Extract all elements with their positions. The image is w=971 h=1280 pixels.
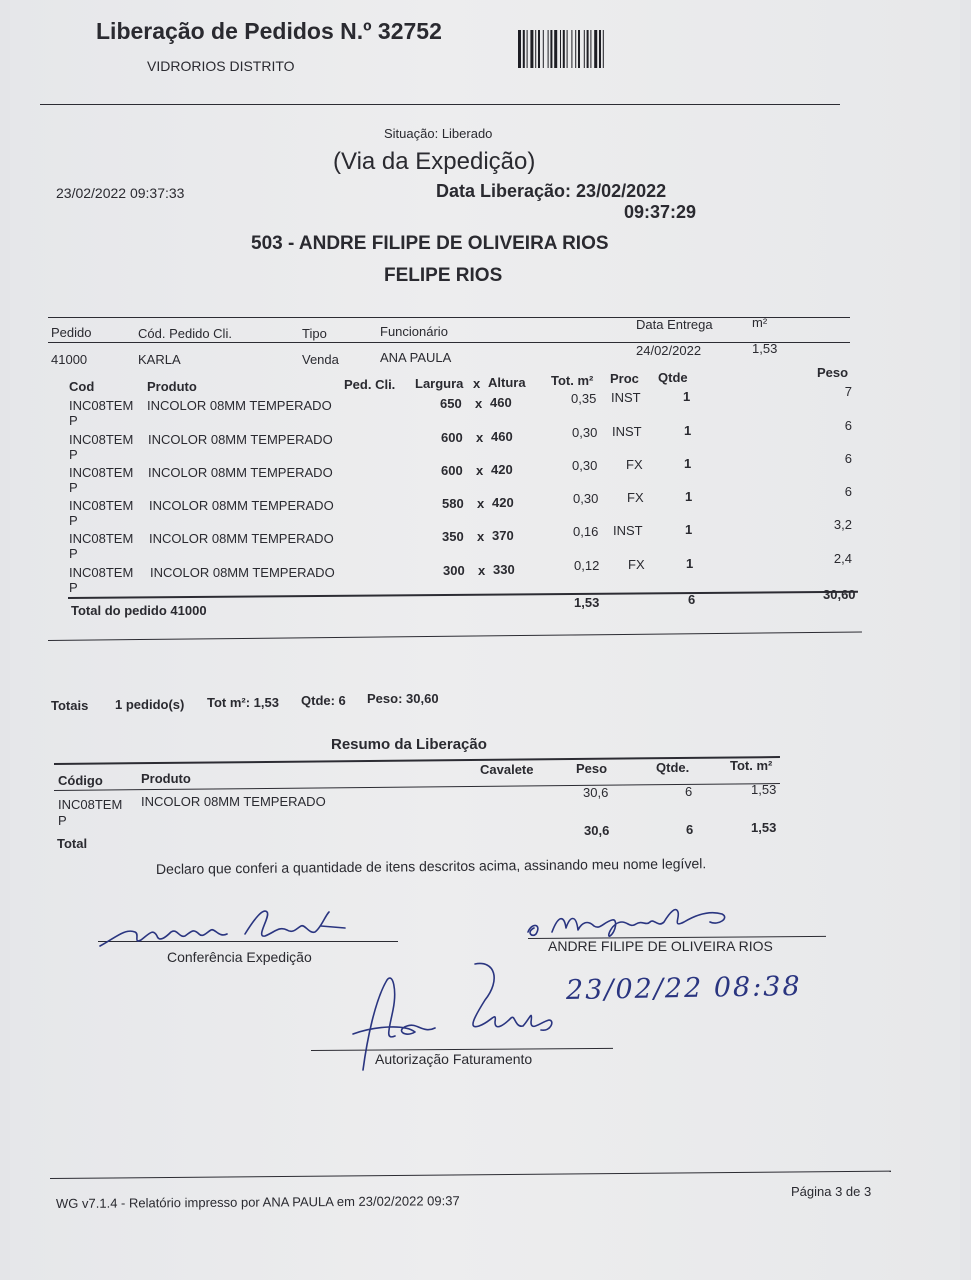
item-row-cod2: P (69, 513, 78, 528)
items-total-m2: 1,53 (574, 595, 600, 610)
item-row-cod2: P (69, 546, 78, 561)
col-header-tipo: Tipo (302, 326, 327, 341)
header-divider (40, 104, 840, 105)
item-row-proc: INST (612, 424, 642, 439)
col-header-funcionario: Funcionário (380, 324, 448, 339)
items-header-qtde: Qtde (658, 370, 688, 385)
cliente-label: ANDRE FILIPE DE OLIVEIRA RIOS (548, 938, 773, 954)
item-row-qtde: 1 (686, 556, 694, 571)
item-row-largura: 650 (440, 396, 462, 411)
item-row-altura: 420 (492, 495, 514, 510)
item-row-cod: INC08TEM (69, 465, 134, 480)
status-text: Situação: Liberado (384, 126, 493, 141)
resumo-row-codigo: INC08TEM (58, 797, 123, 812)
item-row-x: x (477, 496, 485, 511)
item-row-qtde: 1 (684, 456, 692, 471)
items-total-line (68, 591, 858, 599)
footer-printed-by: WG v7.1.4 - Relatório impresso por ANA PAULA em 23/02/2022 09:37 (55, 1193, 460, 1211)
item-row-produto: INCOLOR 08MM TEMPERADO (147, 398, 332, 413)
totais-pedidos: 1 pedido(s) (115, 697, 185, 712)
document-title: Liberação de Pedidos N.º 32752 (96, 18, 442, 44)
autorizacao-label: Autorização Faturamento (375, 1051, 533, 1067)
barcode (518, 30, 658, 68)
cliente-signature (522, 892, 752, 942)
customer-nickname: FELIPE RIOS (384, 265, 503, 286)
item-row-cod: INC08TEM (69, 498, 134, 513)
item-row-peso: 2,4 (833, 551, 852, 566)
document-page (10, 0, 960, 1280)
item-row-proc: INST (613, 523, 643, 538)
item-row-largura: 300 (443, 563, 465, 578)
items-header-produto: Produto (147, 379, 197, 394)
item-row-largura: 600 (441, 430, 463, 445)
item-row-cod: INC08TEM (69, 531, 134, 546)
declaration-text: Declaro que conferi a quantidade de itens descritos acima, assinando meu nome legível. (155, 855, 707, 877)
resumo-row-produto: INCOLOR 08MM TEMPERADO (141, 794, 326, 809)
col-header-data-entrega: Data Entrega (636, 317, 713, 332)
item-row-altura: 460 (490, 395, 512, 410)
item-row-largura: 580 (442, 496, 464, 511)
order-funcionario: ANA PAULA (380, 350, 452, 365)
items-header-largura: Largura (415, 376, 464, 391)
order-header-line (48, 342, 850, 343)
order-m2: 1,53 (752, 341, 778, 356)
item-row-proc: FX (628, 557, 645, 572)
item-row-tot-m2: 0,30 (572, 458, 598, 473)
resumo-header-peso: Peso (576, 761, 608, 776)
item-row-tot-m2: 0,35 (571, 391, 597, 406)
item-row-peso: 6 (844, 418, 852, 433)
resumo-total-label: Total (57, 836, 88, 851)
items-header-tot-m2: Tot. m² (551, 373, 594, 388)
totais-peso: Peso: 30,60 (367, 691, 439, 706)
item-row-qtde: 1 (685, 489, 693, 504)
item-row-x: x (475, 396, 483, 411)
printed-datetime: 23/02/2022 09:37:33 (56, 185, 185, 201)
item-row-cod2: P (69, 413, 78, 428)
item-row-tot-m2: 0,16 (573, 524, 599, 539)
footer-page-number: Página 3 de 3 (791, 1184, 872, 1199)
item-row-peso: 6 (844, 484, 852, 499)
handwritten-date: 23/02/22 08:38 (565, 970, 802, 1007)
items-total-label: Total do pedido 41000 (71, 603, 207, 618)
item-row-produto: INCOLOR 08MM TEMPERADO (149, 531, 334, 546)
totais-m2: Tot m²: 1,53 (207, 695, 279, 710)
item-row-tot-m2: 0,30 (573, 491, 599, 506)
resumo-row-qtde: 6 (685, 784, 693, 799)
resumo-row-tot-m2: 1,53 (751, 782, 777, 797)
item-row-x: x (477, 529, 485, 544)
totais-label: Totais (51, 698, 89, 713)
item-row-altura: 420 (491, 462, 513, 477)
order-cod-pedido-cli: KARLA (138, 352, 181, 367)
item-row-qtde: 1 (684, 423, 692, 438)
col-header-cod-pedido-cli: Cód. Pedido Cli. (138, 326, 232, 341)
item-row-peso: 3,2 (833, 517, 852, 532)
item-row-cod2: P (69, 480, 78, 495)
resumo-title: Resumo da Liberação (331, 736, 487, 753)
items-bottom-line (48, 631, 862, 641)
resumo-total-peso: 30,6 (584, 823, 610, 838)
resumo-header-produto: Produto (141, 771, 191, 786)
item-row-cod2: P (69, 447, 78, 462)
company-name: VIDRORIOS DISTRITO (147, 58, 295, 74)
via-label: (Via da Expedição) (333, 148, 536, 175)
col-header-pedido: Pedido (51, 325, 92, 340)
item-row-largura: 350 (442, 529, 464, 544)
order-top-line (48, 317, 850, 318)
item-row-qtde: 1 (685, 522, 693, 537)
item-row-produto: INCOLOR 08MM TEMPERADO (148, 465, 333, 480)
item-row-tot-m2: 0,30 (572, 425, 598, 440)
item-row-largura: 600 (441, 463, 463, 478)
col-header-m2: m² (752, 315, 768, 330)
item-row-altura: 460 (491, 429, 513, 444)
items-header-peso: Peso (817, 365, 849, 380)
item-row-cod2: P (69, 580, 78, 595)
order-tipo: Venda (302, 352, 339, 367)
item-row-cod: INC08TEM (69, 398, 134, 413)
item-row-cod: INC08TEM (69, 432, 134, 447)
item-row-produto: INCOLOR 08MM TEMPERADO (148, 432, 333, 447)
resumo-total-qtde: 6 (686, 822, 694, 837)
item-row-proc: FX (626, 457, 643, 472)
resumo-total-tot-m2: 1,53 (751, 820, 777, 835)
items-header-ped-cli: Ped. Cli. (344, 377, 396, 392)
item-row-proc: INST (611, 390, 641, 405)
item-row-altura: 370 (492, 528, 514, 543)
item-row-cod: INC08TEM (69, 565, 134, 580)
item-row-peso: 6 (844, 451, 852, 466)
item-row-tot-m2: 0,12 (574, 558, 600, 573)
item-row-proc: FX (627, 490, 644, 505)
item-row-produto: INCOLOR 08MM TEMPERADO (149, 498, 334, 513)
order-data-entrega: 24/02/2022 (636, 343, 702, 358)
item-row-x: x (478, 563, 486, 578)
resumo-header-codigo: Código (58, 773, 103, 788)
resumo-row-codigo-cont: P (58, 813, 67, 828)
conferencia-signature (95, 898, 355, 954)
release-date: Data Liberação: 23/02/2022 (436, 181, 667, 201)
conferencia-label: Conferência Expedição (167, 949, 312, 965)
items-header-altura: Altura (488, 375, 526, 390)
items-total-peso: 30,60 (823, 587, 856, 602)
footer-divider (50, 1171, 891, 1179)
items-total-qtde: 6 (688, 592, 696, 607)
item-row-x: x (476, 430, 484, 445)
item-row-produto: INCOLOR 08MM TEMPERADO (150, 565, 335, 580)
item-row-qtde: 1 (683, 389, 691, 404)
items-header-cod: Cod (69, 379, 95, 394)
resumo-header-tot-m2: Tot. m² (730, 758, 773, 773)
item-row-altura: 330 (493, 562, 515, 577)
resumo-header-qtde: Qtde. (656, 760, 690, 775)
customer-name: 503 - ANDRE FILIPE DE OLIVEIRA RIOS (251, 233, 609, 254)
items-header-x: x (473, 376, 481, 391)
resumo-header-cavalete: Cavalete (480, 762, 534, 777)
item-row-peso: 7 (844, 384, 852, 399)
order-pedido: 41000 (51, 352, 88, 367)
item-row-x: x (476, 463, 484, 478)
items-header-proc: Proc (610, 371, 639, 386)
autorizacao-signature (345, 960, 565, 1080)
resumo-row-peso: 30,6 (583, 785, 609, 800)
totais-qtde: Qtde: 6 (301, 693, 346, 708)
release-time: 09:37:29 (624, 202, 697, 222)
